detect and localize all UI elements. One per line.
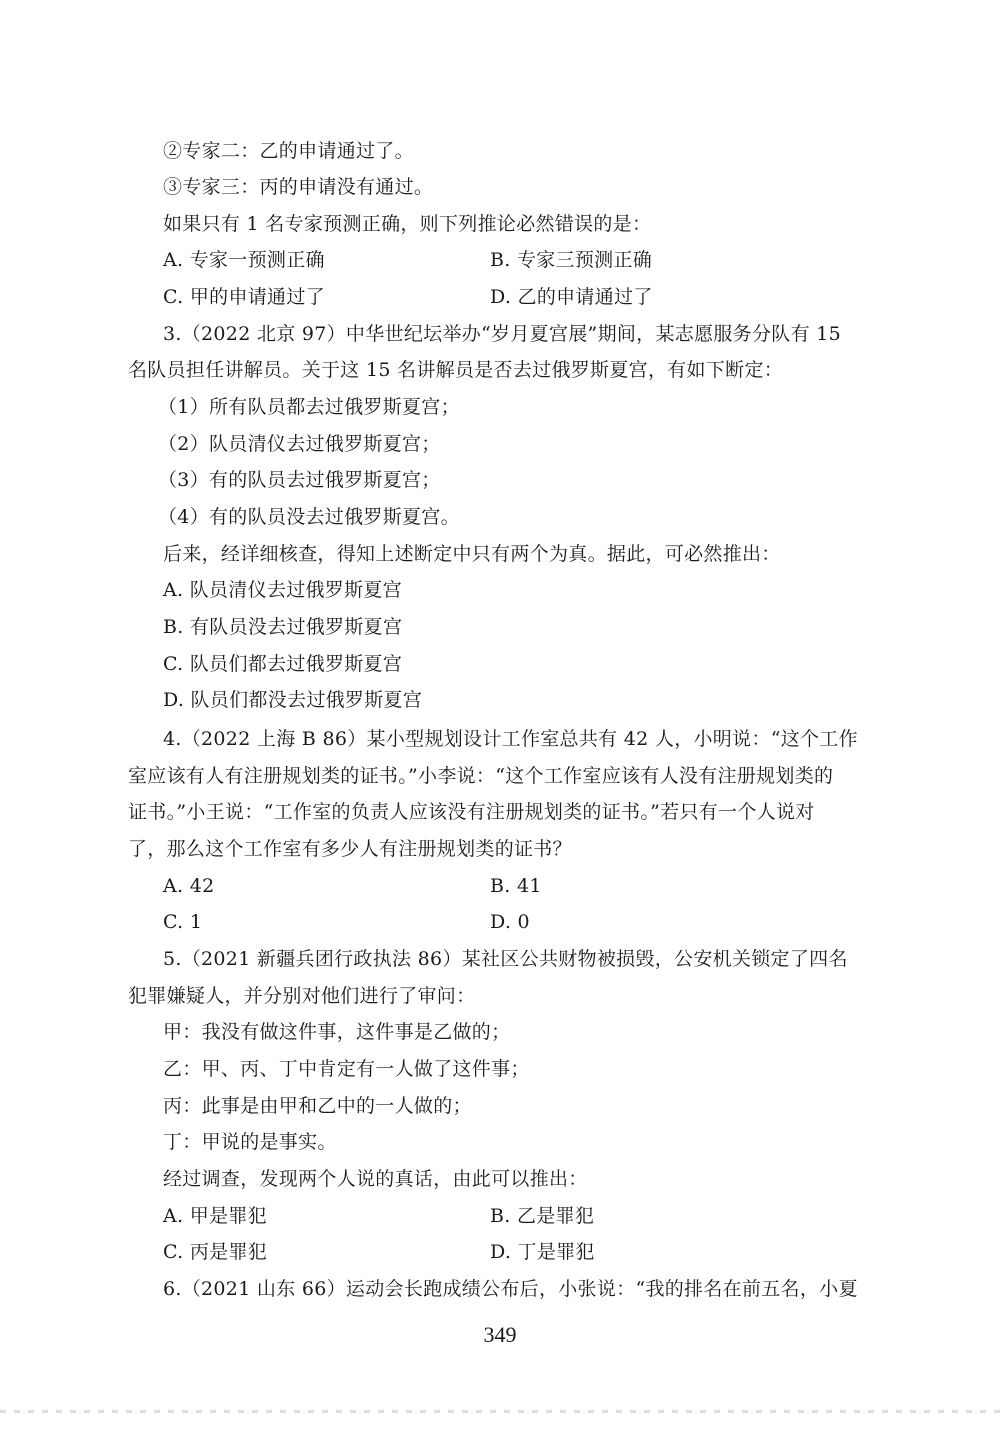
option-a: A. 专家一预测正确	[163, 249, 325, 271]
question-3-prompt: 后来，经详细核查，得知上述断定中只有两个为真。据此，可必然推出：	[163, 543, 781, 565]
statement-3: （3）有的队员去过俄罗斯夏宫；	[158, 469, 441, 491]
option-d: D. 0	[490, 911, 530, 933]
scan-edge-divider	[0, 1410, 1000, 1413]
option-c: C. 甲的申请通过了	[163, 286, 325, 308]
statement-4: （4）有的队员没去过俄罗斯夏宫。	[158, 506, 460, 528]
statement-bing: 丙：此事是由甲和乙中的一人做的；	[163, 1095, 472, 1117]
question-4-line-2: 室应该有人有注册规划类的证书。”小李说：“这个工作室应该有人没有注册规划类的	[128, 765, 834, 787]
question-4-line-3: 证书。”小王说：“工作室的负责人应该没有注册规划类的证书。”若只有一个人说对	[128, 801, 815, 823]
statement-ding: 丁：甲说的是事实。	[163, 1131, 337, 1153]
question-5-prompt: 经过调查，发现两个人说的真话，由此可以推出：	[163, 1168, 588, 1190]
option-d: D. 乙的申请通过了	[490, 286, 653, 308]
option-a: A. 42	[163, 875, 215, 897]
statement-jia: 甲：我没有做这件事，这件事是乙做的；	[163, 1021, 511, 1043]
statement-1: （1）所有队员都去过俄罗斯夏宫；	[158, 396, 460, 418]
page-number: 349	[483, 1322, 517, 1347]
option-b: B. 有队员没去过俄罗斯夏宫	[163, 616, 403, 638]
option-d: D. 丁是罪犯	[490, 1241, 595, 1263]
text-line: ②专家二：乙的申请通过了。	[163, 140, 414, 162]
question-3-line-1: 3.（2022 北京 97）中华世纪坛举办“岁月夏宫展”期间，某志愿服务分队有 15	[163, 323, 841, 345]
question-3-line-2: 名队员担任讲解员。关于这 15 名讲解员是否去过俄罗斯夏宫，有如下断定：	[128, 359, 784, 381]
option-a: A. 甲是罪犯	[163, 1205, 267, 1227]
option-c: C. 丙是罪犯	[163, 1241, 268, 1263]
statement-yi: 乙：甲、丙、丁中肯定有一人做了这件事；	[163, 1058, 530, 1080]
text-line: 如果只有 1 名专家预测正确，则下列推论必然错误的是：	[163, 213, 652, 235]
question-5-line-1: 5.（2021 新疆兵团行政执法 86）某社区公共财物被损毁，公安机关锁定了四名	[163, 948, 848, 970]
text-line: ③专家三：丙的申请没有通过。	[163, 176, 434, 198]
option-c: C. 1	[163, 911, 203, 933]
question-4-line-4: 了，那么这个工作室有多少人有注册规划类的证书？	[128, 838, 572, 860]
option-a: A. 队员清仪去过俄罗斯夏宫	[163, 579, 403, 601]
option-b: B. 乙是罪犯	[490, 1205, 595, 1227]
option-b: B. 41	[490, 875, 542, 897]
question-6-line-1: 6.（2021 山东 66）运动会长跑成绩公布后，小张说：“我的排名在前五名，小夏	[163, 1278, 858, 1300]
option-d: D. 队员们都没去过俄罗斯夏宫	[163, 689, 423, 711]
question-5-line-2: 犯罪嫌疑人，并分别对他们进行了审问：	[128, 985, 476, 1007]
statement-2: （2）队员清仪去过俄罗斯夏宫；	[158, 433, 441, 455]
option-c: C. 队员们都去过俄罗斯夏宫	[163, 653, 403, 675]
option-b: B. 专家三预测正确	[490, 249, 653, 271]
question-4-line-1: 4.（2022 上海 B 86）某小型规划设计工作室总共有 42 人，小明说：“这个工作	[163, 728, 858, 750]
